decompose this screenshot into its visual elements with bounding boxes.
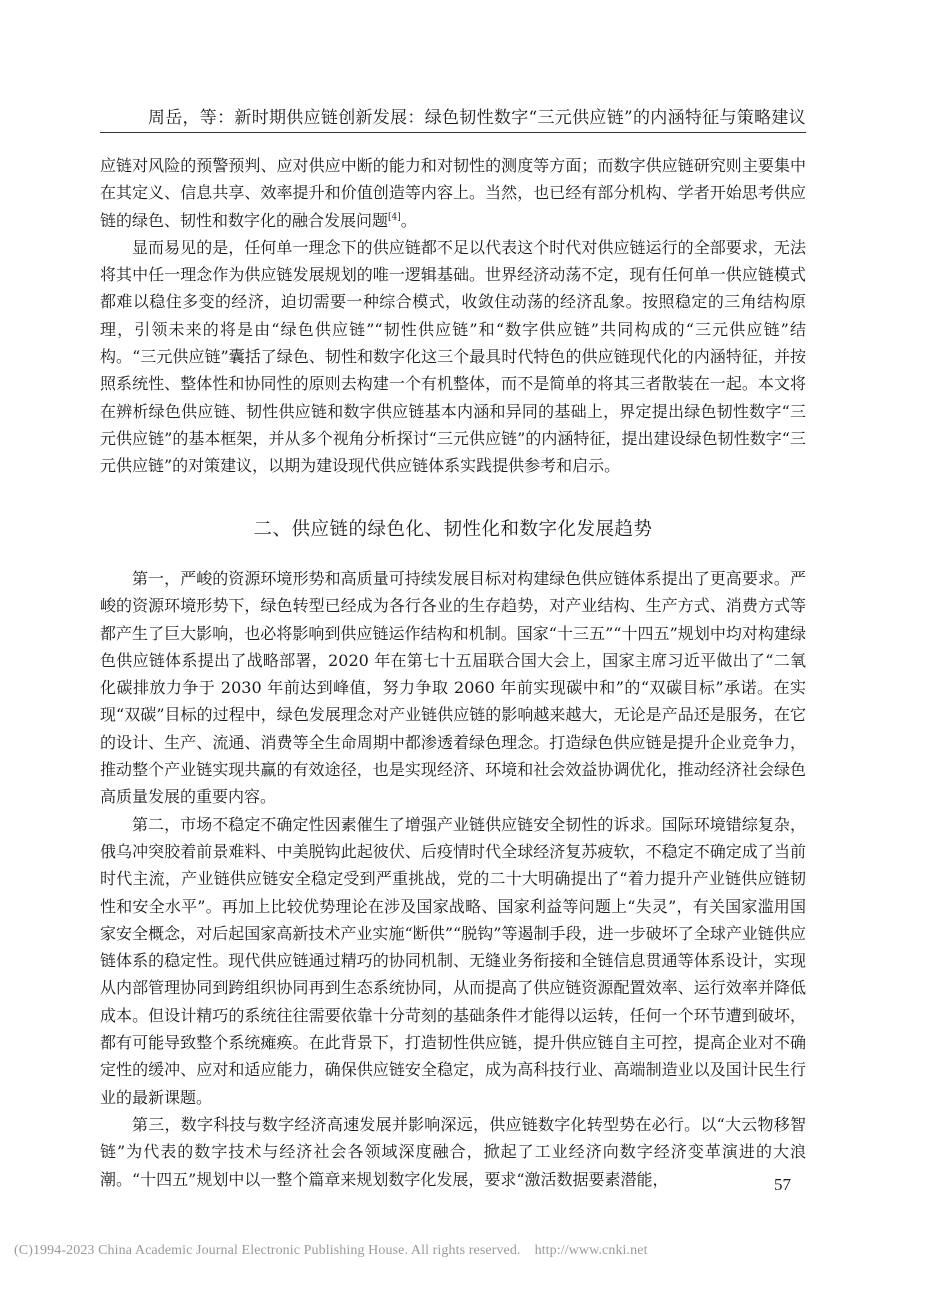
paragraph-5: 第三，数字科技与数字经济高速发展并影响深远，供应链数字化转型势在必行。以“大云物移智链”为代表的数字技术与经济社会各领域深度融合，掀起了工业经济向数字经济变革演进的大浪潮。“十四五”规划中以一整个篇章来规划数字化发展，要求“激活数据要素潜能， <box>100 1114 806 1189</box>
header-rule <box>100 132 806 133</box>
body-text-bottom <box>100 565 806 1193</box>
copyright-text: (C)1994-2023 China Academic Journal Electronic Publishing House. All rights reserved. <box>14 1243 521 1258</box>
paragraph-1-tail: 。 <box>400 210 417 230</box>
paragraph-3: 第一，严峻的资源环境形势和高质量可持续发展目标对构建绿色供应链体系提出了更高要求。严峻的资源环境形势下，绿色转型已经成为各行各业的生存趋势，对产业结构、生产方式、消费方式等都产生了巨大影响，也必将影响到供应链运作结构和机制。国家“十三五”“十四五”规划中均对构建绿色供应链体系提出了战略部署，2020 年在第七十五届联合国大会上，国家主席习近平做出了“二氧化碳排放力争于 2030 年前达到峰值，努力争取 2060 年前实现碳中和”的“双碳目标”承诺。在实现“双碳”目标的过程中，绿色发展理念对产业链供应链的影响越来越大，无论是产品还是服务，在它的设计、生产、流通、消费等全生命周期中都渗透着绿色理念。打造绿色供应链是提升企业竞争力，推动整个产业链实现共赢的有效途径，也是实现经济、环境和社会效益协调优化，推动经济社会绿色高质量发展的重要内容。 <box>100 569 806 807</box>
running-title: 周岳，等：新时期供应链创新发展：绿色韧性数字“三元供应链”的内涵特征与策略建议 <box>147 108 806 128</box>
page-number: 57 <box>774 1175 791 1194</box>
section-heading: 二、供应链的绿色化、韧性化和数字化发展趋势 <box>253 519 653 540</box>
paragraph-4: 第二，市场不稳定不确定性因素催生了增强产业链供应链安全韧性的诉求。国际环境错综复杂，俄乌冲突胶着前景难料、中美脱钩此起彼伏、后疫情时代全球经济复苏疲软，不稳定不确定成了当前时代主流，产业链供应链安全稳定受到严重挑战，党的二十大明确提出了“着力提升产业链供应链韧性和安全水平”。再加上比较优势理论在涉及国家战略、国家利益等问题上“失灵”，有关国家滥用国家安全概念，对后起国家高新技术产业实施“断供”“脱钩”等遏制手段，进一步破坏了全球产业链供应链体系的稳定性。现代供应链通过精巧的协同机制、无缝业务衔接和全链信息贯通等体系设计，实现从内部管理协同到跨组织协同再到生态系统协同，从而提高了供应链资源配置效率、运行效率并降低成本。但设计精巧的系统往往需要依靠十分苛刻的基础条件才能得以运转，任何一个环节遭到破坏，都有可能导致整个系统瘫痪。在此背景下，打造韧性供应链，提升供应链自主可控，提高企业对不确定性的缓冲、应对和适应能力，确保供应链安全稳定，成为高科技行业、高端制造业以及国计民生行业的最新课题。 <box>100 814 806 1107</box>
copyright-line <box>14 1243 648 1259</box>
body-text-top <box>100 152 806 480</box>
paragraph-2: 显而易见的是，任何单一理念下的供应链都不足以代表这个时代对供应链运行的全部要求，无法将其中任一理念作为供应链发展规划的唯一逻辑基础。世界经济动荡不定，现有任何单一供应链模式都难以稳住多变的经济，迫切需要一种综合模式，收敛住动荡的经济乱象。按照稳定的三角结构原理，引领未来的将是由“绿色供应链”“韧性供应链”和“数字供应链”共同构成的“三元供应链”结构。“三元供应链”囊括了绿色、韧性和数字化这三个最具时代特色的供应链现代化的内涵特征，并按照系统性、整体性和协同性的原则去构建一个有机整体，而不是简单的将其三者散装在一起。本文将在辨析绿色供应链、韧性供应链和数字供应链基本内涵和异同的基础上，界定提出绿色韧性数字“三元供应链”的基本框架，并从多个视角分析探讨“三元供应链”的内涵特征，提出建设绿色韧性数字“三元供应链”的对策建议，以期为建设现代供应链体系实践提供参考和启示。 <box>100 237 806 476</box>
cnki-link[interactable]: http://www.cnki.net <box>534 1243 648 1258</box>
citation-marker[interactable]: [4] <box>388 212 401 223</box>
paragraph-1 <box>100 152 806 234</box>
paragraph-1-text: 应链对风险的预警预判、应对供应中断的能力和对韧性的测度等方面；而数字供应链研究则主要集中在其定义、信息共享、效率提升和价值创造等内容上。当然，也已经有部分机构、学者开始思考供应链的绿色、韧性和数字化的融合发展问题 <box>100 156 806 230</box>
